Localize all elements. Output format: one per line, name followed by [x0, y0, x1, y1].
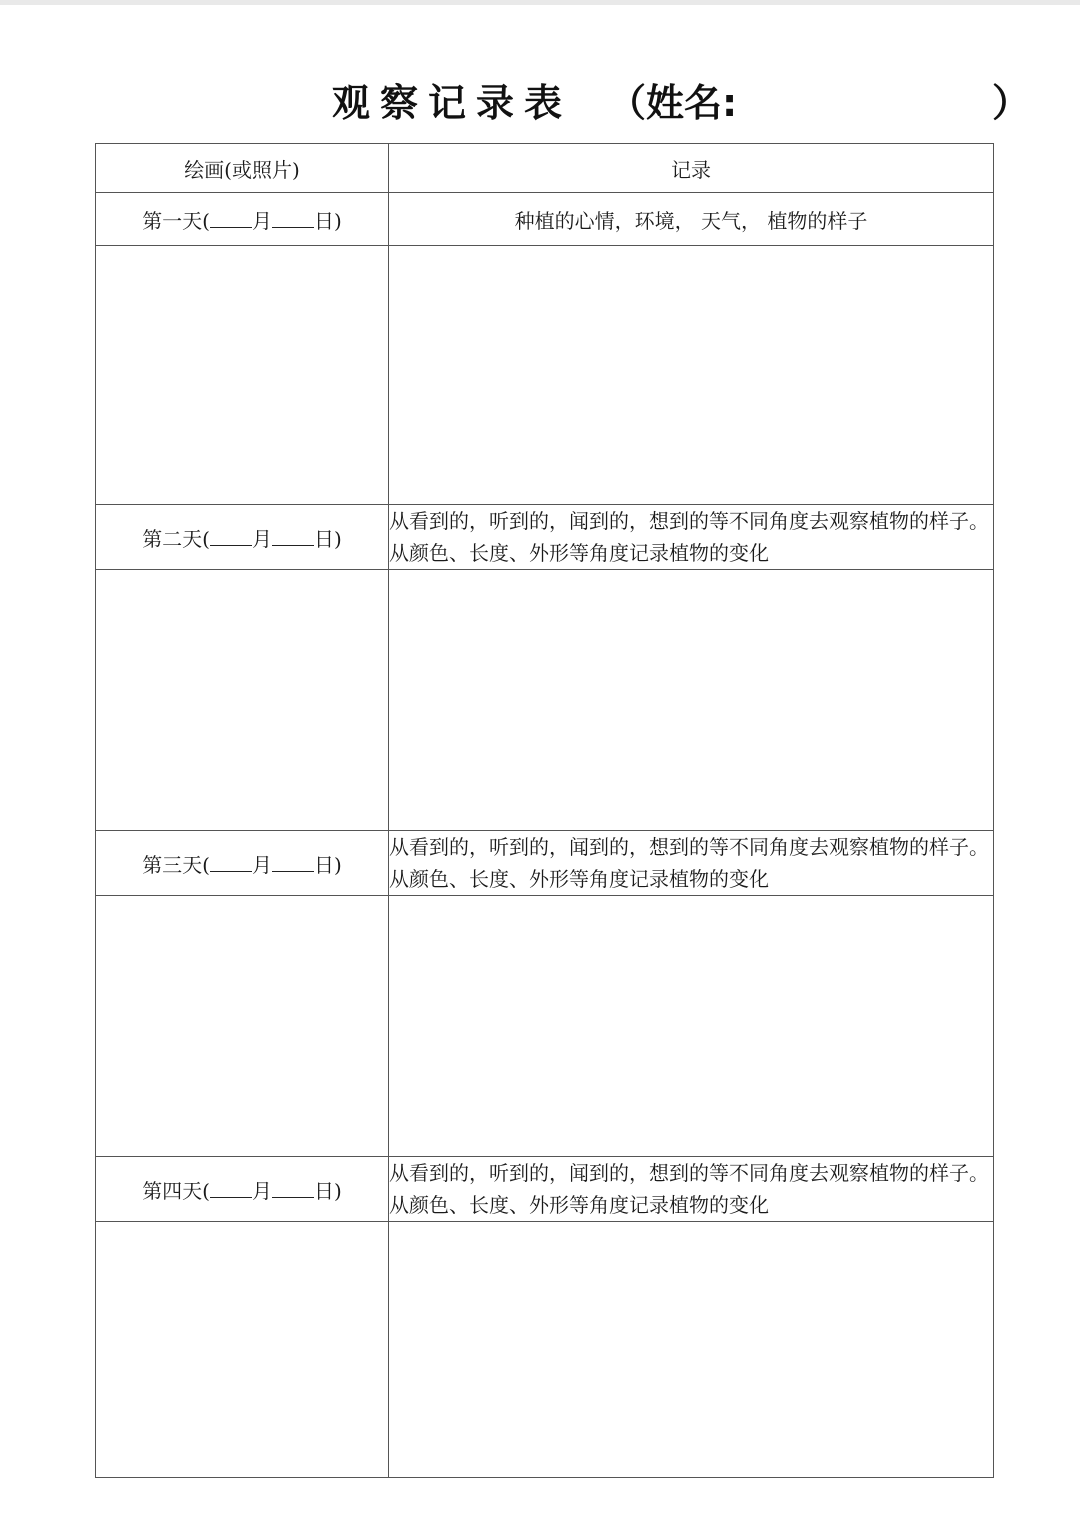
day-row [96, 505, 994, 570]
entry-row [96, 570, 994, 831]
entry-row [96, 246, 994, 505]
record-prompt: 从看到的，听到的，闻到的，想到的等不同角度去观察植物的样子。从颜色、长度、外形等角度记录植物的变化 [389, 505, 994, 570]
record-area[interactable] [389, 246, 994, 505]
month-label: 月 [252, 1178, 272, 1203]
title-main: 观察记录表 [332, 81, 573, 125]
day-label: 第四天( [142, 1178, 210, 1203]
day-date-cell [96, 831, 389, 896]
record-area[interactable] [389, 896, 994, 1157]
day-close: 日) [314, 852, 342, 877]
drawing-area[interactable] [96, 896, 389, 1157]
day-row [96, 831, 994, 896]
top-border [0, 0, 1080, 5]
record-prompt: 种植的心情，环境， 天气， 植物的样子 [389, 193, 994, 246]
month-blank[interactable] [210, 857, 252, 872]
month-label: 月 [252, 208, 272, 233]
day-date-cell [96, 1157, 389, 1222]
day-label: 第二天( [142, 526, 210, 551]
record-area[interactable] [389, 1222, 994, 1478]
day-blank[interactable] [272, 857, 314, 872]
header-row [96, 144, 994, 193]
drawing-area[interactable] [96, 246, 389, 505]
drawing-area[interactable] [96, 1222, 389, 1478]
day-date-cell [96, 505, 389, 570]
observation-table [95, 143, 994, 1478]
header-record: 记录 [389, 144, 994, 193]
page-title [0, 66, 1080, 126]
day-blank[interactable] [272, 1183, 314, 1198]
day-close: 日) [314, 208, 342, 233]
month-blank[interactable] [210, 1183, 252, 1198]
day-label: 第三天( [142, 852, 210, 877]
day-date-cell [96, 193, 389, 246]
name-close-paren: ） [992, 81, 1031, 125]
month-blank[interactable] [210, 213, 252, 228]
record-prompt: 从看到的，听到的，闻到的，想到的等不同角度去观察植物的样子。从颜色、长度、外形等角度记录植物的变化 [389, 1157, 994, 1222]
entry-row [96, 896, 994, 1157]
day-close: 日) [314, 526, 342, 551]
month-label: 月 [252, 852, 272, 877]
entry-row [96, 1222, 994, 1478]
day-blank[interactable] [272, 531, 314, 546]
drawing-area[interactable] [96, 570, 389, 831]
day-blank[interactable] [272, 213, 314, 228]
day-row [96, 193, 994, 246]
record-prompt: 从看到的，听到的，闻到的，想到的等不同角度去观察植物的样子。从颜色、长度、外形等角度记录植物的变化 [389, 831, 994, 896]
month-blank[interactable] [210, 531, 252, 546]
header-drawing: 绘画(或照片) [96, 144, 389, 193]
record-area[interactable] [389, 570, 994, 831]
name-label: （姓名: [608, 81, 738, 125]
day-close: 日) [314, 1178, 342, 1203]
month-label: 月 [252, 526, 272, 551]
day-label: 第一天( [142, 208, 210, 233]
day-row [96, 1157, 994, 1222]
